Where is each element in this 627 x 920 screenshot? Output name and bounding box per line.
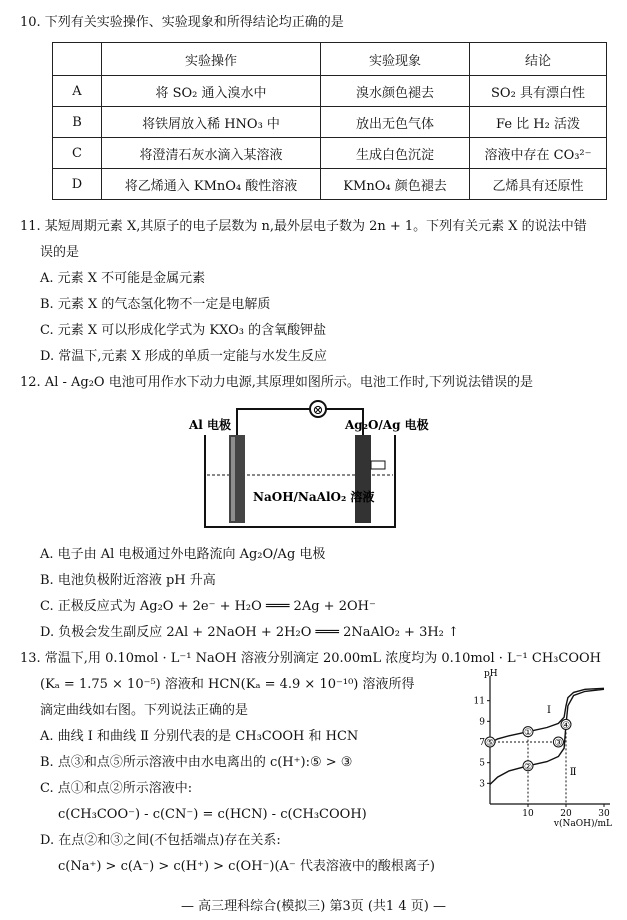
table-cell: Fe 比 H₂ 活泼 [470, 107, 607, 138]
point-label: ② [523, 762, 533, 773]
q12-option-d: D. 负极会发生副反应 2Al + 2NaOH + 2H₂O ═══ 2NaAlO₂ + 3H₂ ↑ [40, 625, 459, 640]
solution-label: NaOH/NaAlO₂ 溶液 [253, 490, 375, 504]
q12-stem: 12. Al - Ag₂O 电池可用作水下动力电源,其原理如图所示。电池工作时,下列说法错误的是 [20, 375, 533, 390]
q12-option-a: A. 电子由 Al 电极通过外电路流向 Ag₂O/Ag 电极 [40, 547, 326, 562]
q11-option-b: B. 元素 X 的气态氢化物不一定是电解质 [40, 297, 271, 312]
q10-stem: 10. 下列有关实验操作、实验现象和所得结论均正确的是 [20, 15, 344, 30]
table-cell: KMnO₄ 颜色褪去 [321, 169, 470, 200]
table-cell: 溶液中存在 CO₃²⁻ [470, 138, 607, 169]
table-cell: D [53, 169, 102, 200]
q13-option-d-formula: c(Na⁺) > c(A⁻) > c(H⁺) > c(OH⁻)(A⁻ 代表溶液中的酸根离子) [58, 859, 435, 874]
titration-chart [468, 668, 618, 828]
q13-stem: 13. 常温下,用 0.10mol · L⁻¹ NaOH 溶液分别滴定 20.00mL 浓度均为 0.10mol · L⁻¹ CH₃COOH [20, 651, 601, 666]
point-label: ③ [554, 738, 563, 749]
x-axis-label: v(NaOH)/mL [553, 819, 612, 828]
x-tick-label: 20 [560, 809, 572, 819]
table-row [53, 169, 607, 200]
battery-diagram [185, 395, 445, 535]
y-tick-label: 9 [479, 717, 485, 728]
table-cell: A [53, 76, 102, 107]
table-cell: SO₂ 具有漂白性 [470, 76, 607, 107]
q13-stem-cont: (Kₐ = 1.75 × 10⁻⁵) 溶液和 HCN(Kₐ = 4.9 × 10⁻¹⁰) 溶液所得 [40, 677, 415, 692]
table-cell: 将 SO₂ 通入溴水中 [102, 76, 321, 107]
table-row [53, 76, 607, 107]
q10-table [52, 42, 607, 200]
table-cell: 将铁屑放入稀 HNO₃ 中 [102, 107, 321, 138]
page-footer: — 高三理科综合(模拟三) 第3页 (共1 4 页) — [181, 899, 446, 914]
table-header [53, 43, 102, 76]
q13-option-c-formula: c(CH₃COO⁻) - c(CN⁻) = c(HCN) - c(CH₃COOH) [58, 807, 367, 822]
q11-stem: 11. 某短周期元素 X,其原子的电子层数为 n,最外层电子数为 2n + 1。下列有关元素 X 的说法中错 [20, 219, 587, 234]
q12-option-b: B. 电池负极附近溶液 pH 升高 [40, 573, 216, 588]
table-cell: 将澄清石灰水滴入某溶液 [102, 138, 321, 169]
x-tick-label: 30 [598, 809, 610, 819]
table-header: 结论 [470, 43, 607, 76]
ag-electrode-label: Ag₂O/Ag 电极 [345, 418, 429, 432]
q13-option-c: C. 点①和点②所示溶液中: [40, 781, 193, 796]
curve-label: Ⅰ [547, 705, 551, 717]
table-cell: 生成白色沉淀 [321, 138, 470, 169]
table-cell: 将乙烯通入 KMnO₄ 酸性溶液 [102, 169, 321, 200]
ag-electrode [355, 435, 371, 523]
y-tick-label: 11 [473, 696, 485, 707]
table-cell: B [53, 107, 102, 138]
table-header: 实验现象 [321, 43, 470, 76]
y-axis-label: pH [484, 669, 498, 679]
point-label: ⑤ [485, 738, 495, 749]
q13-option-b: B. 点③和点⑤所示溶液中由水电离出的 c(H⁺):⑤ > ③ [40, 755, 353, 770]
q13-option-a: A. 曲线 Ⅰ 和曲线 Ⅱ 分别代表的是 CH₃COOH 和 HCN [40, 729, 359, 744]
al-electrode-label: Al 电极 [189, 418, 232, 432]
point-label: ④ [561, 720, 571, 731]
table-cell: 溴水颜色褪去 [321, 76, 470, 107]
q11-stem-cont: 误的是 [40, 245, 80, 260]
q12-option-c: C. 正极反应式为 Ag₂O + 2e⁻ + H₂O ═══ 2Ag + 2OH⁻ [40, 599, 376, 614]
bulb-symbol: ⊗ [312, 403, 324, 418]
q13-option-d: D. 在点②和③之间(不包括端点)存在关系: [40, 833, 281, 848]
q11-option-a: A. 元素 X 不可能是金属元素 [40, 271, 206, 286]
table-cell: C [53, 138, 102, 169]
y-tick-label: 7 [479, 738, 485, 748]
table-header-row [53, 43, 607, 76]
q11-option-d: D. 常温下,元素 X 形成的单质一定能与水发生反应 [40, 349, 327, 364]
table-row [53, 138, 607, 169]
q13-stem-cont: 滴定曲线如右图。下列说法正确的是 [40, 703, 249, 718]
table-header: 实验操作 [102, 43, 321, 76]
y-tick-label: 5 [479, 758, 485, 769]
q11-option-c: C. 元素 X 可以形成化学式为 KXO₃ 的含氧酸钾盐 [40, 323, 327, 338]
x-tick-label: 10 [522, 809, 534, 819]
table-cell: 乙烯具有还原性 [470, 169, 607, 200]
table-cell: 放出无色气体 [321, 107, 470, 138]
table-row [53, 107, 607, 138]
y-tick-label: 3 [479, 779, 485, 790]
curve-label: Ⅱ [569, 767, 577, 779]
point-label: ① [523, 728, 533, 739]
